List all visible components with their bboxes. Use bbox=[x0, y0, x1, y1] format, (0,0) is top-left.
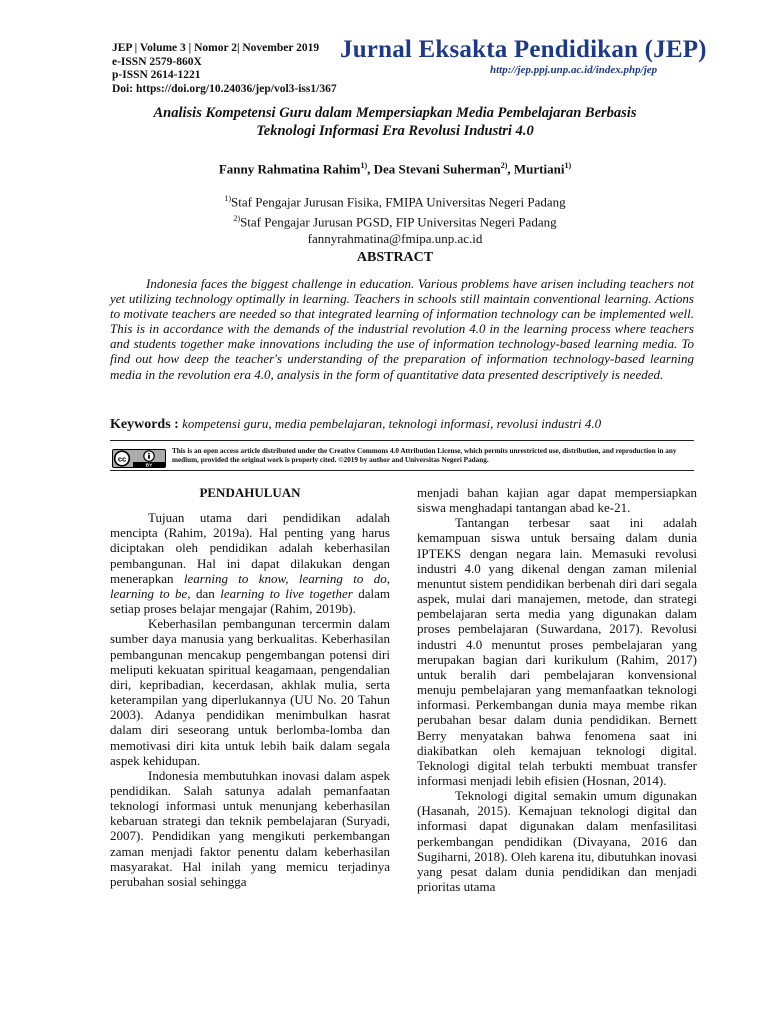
author-3-sup: 1) bbox=[564, 161, 572, 170]
eissn-line: e-ISSN 2579-860X bbox=[112, 55, 202, 68]
p1-text-b: dan bbox=[190, 585, 221, 601]
keywords-label: Keywords : bbox=[110, 417, 179, 432]
article-title bbox=[110, 104, 680, 140]
pissn-line: p-ISSN 2614-1221 bbox=[112, 69, 201, 81]
right-column bbox=[417, 485, 697, 894]
journal-meta bbox=[112, 42, 337, 96]
title-line-2: Teknologi Informasi Era Revolusi Industri 4.0 bbox=[256, 123, 534, 139]
author-2: , Dea Stevani Suherman bbox=[367, 161, 501, 177]
doi-line: Doi: https://doi.org/10.24036/jep/vol3-iss1/367 bbox=[112, 82, 337, 95]
journal-title: Jurnal Eksakta Pendidikan (JEP) bbox=[340, 36, 707, 63]
abstract-text: Indonesia faces the biggest challenge in education. Various problems have arisen including teachers not yet utilizing technology optimally in learning. Teachers in schools still maintain conventional learning. Actions to motivate teachers are needed so that integrated learning of information technology can be implemented well. This is in accordance with the demands of the industrial revolution 4.0 in the learning process where teachers and students together make innovations including the use of information technology-based learning media. To find out how deep the teacher's understanding of the preparation of information technology-based learning media in the revolution era 4.0, analysis in the form of quantitative data presented descriptively is needed. bbox=[110, 276, 694, 382]
cc-badge-text: BY bbox=[145, 463, 153, 468]
keywords-line bbox=[110, 416, 601, 433]
journal-url[interactable]: http://jep.ppj.unp.ac.id/index.php/jep bbox=[490, 64, 658, 76]
license-bottom-rule bbox=[110, 470, 694, 471]
author-1-sup: 1) bbox=[360, 161, 368, 170]
abstract-heading: ABSTRACT bbox=[356, 250, 434, 265]
author-3: , Murtiani bbox=[507, 161, 565, 177]
keywords-text: kompetensi guru, media pembelajaran, teknologi informasi, revolusi industri 4.0 bbox=[178, 416, 602, 431]
license-top-rule bbox=[110, 440, 694, 441]
right-paragraph-2: Teknologi digital semakin umum digunakan (Hasanah, 2015). Kemajuan teknologi digital dan informasi dapat digunakan dalam menfasilitasi perkembangan pendidikan (Divayana, 2016 dan Sugiharni, 2018). Oleh karena itu, dibutuhkan inovasi yang pesat dalam dunia pendidikan dan menjadi prioritas utama bbox=[417, 788, 697, 895]
section-heading-pendahuluan: PENDAHULUAN bbox=[199, 485, 301, 500]
affiliations bbox=[110, 191, 680, 247]
continued-paragraph: menjadi bahan kajian agar dapat mempersiapkan siswa menghadapi tantangan abad ke-21. bbox=[417, 485, 697, 516]
p1-text-a: Tujuan utama dari pendidikan adalah mencipta (Rahim, 2019a). Hal penting yang harus diciptakan oleh pendidikan adalah keberhasilan pembangunan. Hal ini dapat dilakukan dengan menerapkan bbox=[110, 510, 390, 586]
author-1: Fanny Rahmatina Rahim bbox=[218, 161, 361, 177]
p1-italic-2: learning to live together bbox=[220, 585, 353, 601]
author-list bbox=[110, 161, 680, 177]
affiliation-2 bbox=[110, 211, 680, 231]
volume-line: JEP | Volume 3 | Nomor 2| November 2019 bbox=[112, 42, 320, 54]
svg-text:cc: cc bbox=[117, 454, 127, 464]
affiliation-1 bbox=[110, 191, 680, 211]
intro-paragraph-1 bbox=[110, 510, 390, 616]
left-column bbox=[110, 485, 390, 889]
author-2-sup: 2) bbox=[500, 161, 508, 170]
affiliation-2-text: Staf Pengajar Jurusan PGSD, FIP Universitas Negeri Padang bbox=[240, 214, 557, 230]
cc-by-license-icon bbox=[112, 449, 166, 468]
intro-paragraph-3: Indonesia membutuhkan inovasi dalam aspek pendidikan. Salah satunya adalah pemanfaatan teknologi informasi untuk menunjang keberhasilan kebaruan strategi dan teknik pembelajaran (Suryadi, 2007). Pendidikan yang mengikuti perkembangan zaman menjadi faktor penentu dalam keberhasilan masyarakat. Hal inilah yang memicu terjadinya perubahan sosial sehingga bbox=[110, 767, 390, 889]
corresponding-email[interactable]: fannyrahmatina@fmipa.unp.ac.id bbox=[307, 230, 483, 246]
affiliation-2-sup: 2) bbox=[233, 213, 241, 223]
p1-italic-1: learning to know, learning to do, learning to be, bbox=[110, 570, 390, 601]
right-paragraph-1: Tantangan terbesar saat ini adalah kemampuan siswa untuk bersaing dalam dunia IPTEKS dengan negara lain. Memasuki revolusi industri 4.0 yang dikenal dengan zaman milenial menuntut sistem pendidikan berbenah diri dari segala aspek, mulai dari manajemen, metode, dan strategi pembelajaran serta media yang digunakan dalam proses pembelajaran (Suwardana, 2017). Revolusi industri 4.0 menuntut proses pembelajaran yang merupakan bagian dari kurikulum (Rahim, 2017) untuk beralih dari pembelajaran konvensional menuju pembelajaran yang memanfaatkan teknologi informasi. Perkembangan dunia maya membe rikan perubahan besar dalam dunia pendidikan. Bernett Berry menyatakan bahwa fenomena saat ini diakibatkan oleh kemajuan teknologi digital. Teknologi digital telah terbukti membuat transfer informasi menjadi lebih efisien (Hosnan, 2014). bbox=[417, 515, 697, 788]
affiliation-1-text: Staf Pengajar Jurusan Fisika, FMIPA Universitas Negeri Padang bbox=[231, 194, 566, 210]
affiliation-1-sup: 1) bbox=[224, 194, 232, 203]
title-line-1: Analisis Kompetensi Guru dalam Mempersiapkan Media Pembelajaran Berbasis bbox=[153, 105, 637, 121]
intro-paragraph-2: Keberhasilan pembangunan tercermin dalam sumber daya manusia yang berkualitas. Keberhasilan pembangunan mencakup pengembangan potensi diri meliputi kekuatan spiritual keagamaan, pengendalian diri, kepribadian, kecerdasan, akhlak mulia, serta keterampilan yang diperlukannya (UU No. 20 Tahun 2003). Adanya pendidikan menimbulkan hasrat dalam diri seseorang untuk berlomba-lomba dan memotivasi diri kita untuk lebih baik dalam segala aspek kehidupan. bbox=[110, 616, 390, 768]
license-notice: This is an open access article distributed under the Creative Commons 4.0 Attribution License, which permits unrestricted use, distribution, and reproduction in any medium, provided the original work is properly cited. ©2019 by author and Universitas Negeri Padang. bbox=[172, 447, 677, 464]
p1-text-c: dalam setiap proses belajar mengajar (Rahim, 2019b). bbox=[110, 585, 390, 617]
